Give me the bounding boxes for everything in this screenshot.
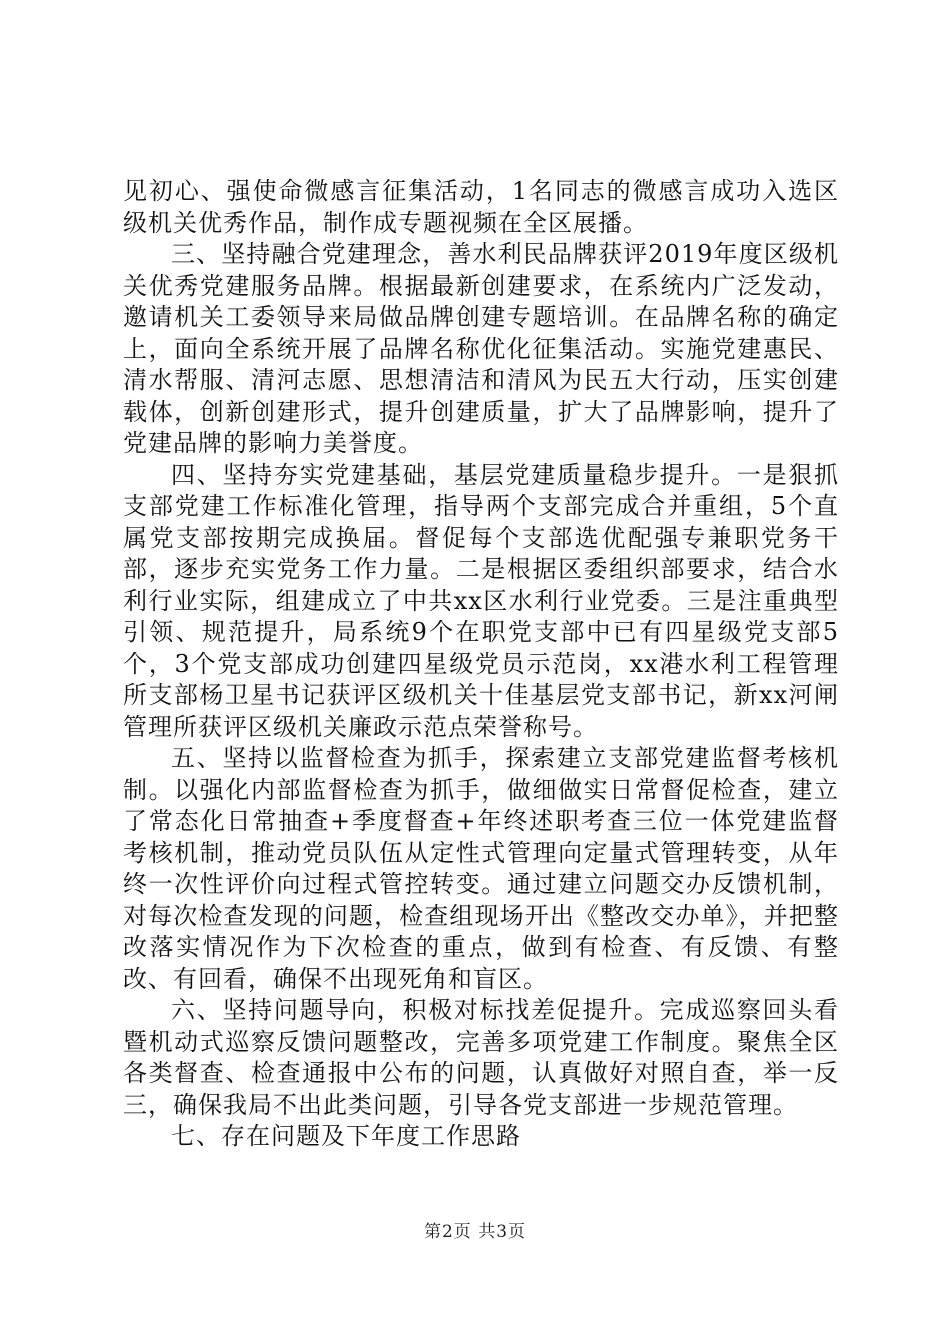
paragraph-section-5: 五、坚持以监督检查为抓手，探索建立支部党建监督考核机制。以强化内部监督检查为抓手，做细做实日常督促检查，建立了常态化日常抽查+季度督查+年终述职考查三位一体党建监督考核机制，推动党员队伍从定性式管理向定量式管理转变，从年终一次性评价向过程式管控转变。通过建立问题交办反馈机制，对每次检查发现的问题，检查组现场开出《整改交办单》，并把整改落实情况作为下次检查的重点，做到有检查、有反馈、有整改、有回看，确保不出现死角和盲区。 (123, 744, 839, 993)
paragraph-section-6: 六、坚持问题导向，积极对标找差促提升。完成巡察回头看暨机动式巡察反馈问题整改，完善多项党建工作制度。聚焦全区各类督查、检查通报中公布的问题，认真做好对照自查，举一反三，确保我局不出此类问题，引导各党支部进一步规范管理。 (123, 996, 839, 1119)
paragraph-continuation: 见初心、强使命微感言征集活动，1名同志的微感言成功入选区级机关优秀作品，制作成专题视频在全区展播。 (123, 177, 839, 237)
paragraph-section-4: 四、坚持夯实党建基础，基层党建质量稳步提升。一是狠抓支部党建工作标准化管理，指导两个支部完成合并重组，5个直属党支部按期完成换届。督促每个支部选优配强专兼职党务干部，逐步充实党务工作力量。二是根据区委组织部要求，结合水利行业实际，组建成立了中共xx区水利行业党委。三是注重典型引领、规范提升，局系统9个在职党支部中已有四星级党支部5个，3个党支部成功创建四星级党员示范岗，xx港水利工程管理所支部杨卫星书记获评区级机关十佳基层党支部书记，新xx河闸管理所获评区级机关廉政示范点荣誉称号。 (123, 460, 839, 741)
paragraph-section-7-heading: 七、存在问题及下年度工作思路 (171, 1122, 521, 1150)
document-body (123, 176, 839, 1153)
paragraph-section-3: 三、坚持融合党建理念，善水利民品牌获评2019年度区级机关优秀党建服务品牌。根据最新创建要求，在系统内广泛发动，邀请机关工委领导来局做品牌创建专题培训。在品牌名称的确定上，面向全系统开展了品牌名称优化征集活动。实施党建惠民、清水帮服、清河志愿、思想清洁和清风为民五大行动，压实创建载体，创新创建形式，提升创建质量，扩大了品牌影响，提升了党建品牌的影响力美誉度。 (123, 240, 839, 457)
page-number-footer: 第2页 共3页 (423, 1222, 527, 1242)
